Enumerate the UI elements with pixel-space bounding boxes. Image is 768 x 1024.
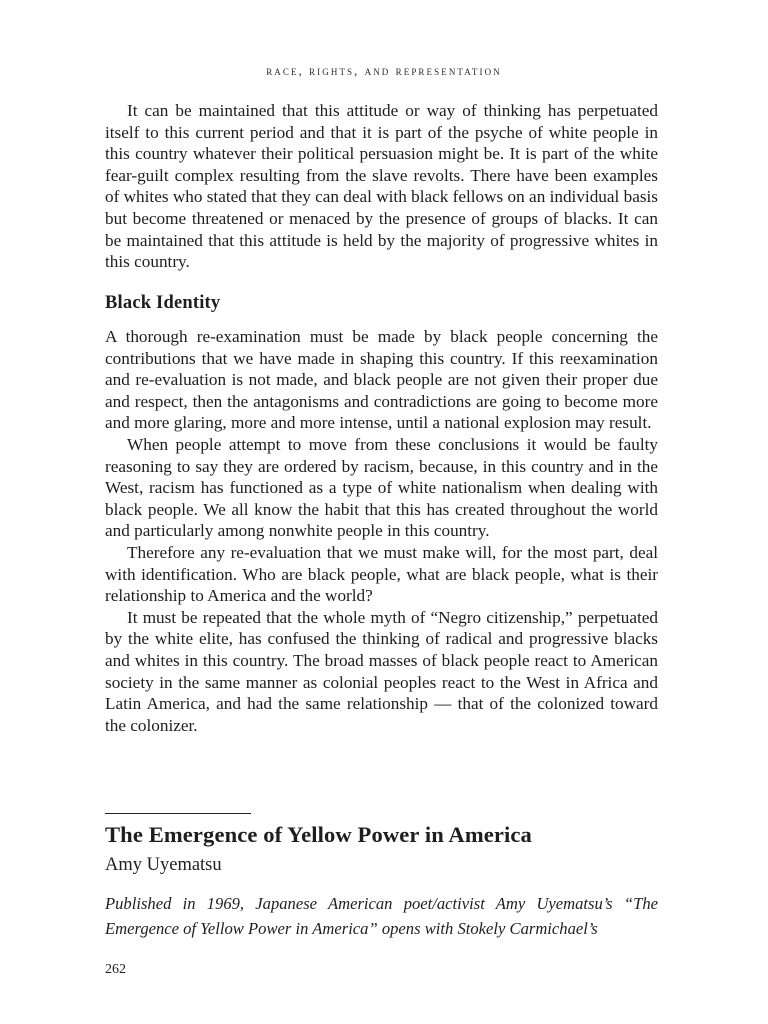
paragraph: It must be repeated that the whole myth of “Negro citizenship,” perpetuated by the white elite, has confused the thinking of radical and progressive blacks and whites in this country. The broad masses of black people react to American society in the same manner as colonial peoples react to the West in Africa and Latin America, and had the same relationship — that of the colonized toward the colonizer. [105,607,658,735]
paragraph: A thorough re-examination must be made by black people concerning the contributions that we have made in shaping this country. If this reexamination and re-evaluation is not made, and black people are not given their proper due and respect, then the antagonisms and contradictions are going to become more and more glaring, more and more intense, until a national explosion may result. [105,327,658,433]
article-title: The Emergence of Yellow Power in America [105,822,532,847]
section-divider [105,813,251,814]
page-number: 262 [105,962,126,977]
body-text-block-2 [105,326,658,736]
section-heading: Black Identity [105,293,221,313]
running-head: race, rights, and representation [266,64,502,78]
body-text-block-1 [105,100,658,273]
article-intro: Published in 1969, Japanese American poet/activist Amy Uyematsu’s “The Emergence of Yellow Power in America” opens with Stokely Carmichael’s [105,894,658,938]
article-author: Amy Uyematsu [105,855,222,875]
paragraph: When people attempt to move from these conclusions it would be faulty reasoning to say they are ordered by racism, because, in this country and in the West, racism has functioned as a type of white nationalism when dealing with black people. We all know the habit that this has created throughout the world and particularly among nonwhite people in this country. [105,434,658,541]
paragraph: It can be maintained that this attitude or way of thinking has perpetuated itself to this current period and that it is part of the psyche of white people in this country whatever their political persuasion might be. It is part of the white fear-guilt complex resulting from the slave revolts. There have been examples of whites who stated that they can deal with black fellows on an individual basis but become threatened or menaced by the presence of groups of blacks. It can be maintained that this attitude is held by the majority of progressive whites in this country. [105,101,658,272]
paragraph: Therefore any re-evaluation that we must make will, for the most part, deal with identification. Who are black people, what are black people, what is their relationship to America and the world? [105,542,658,606]
